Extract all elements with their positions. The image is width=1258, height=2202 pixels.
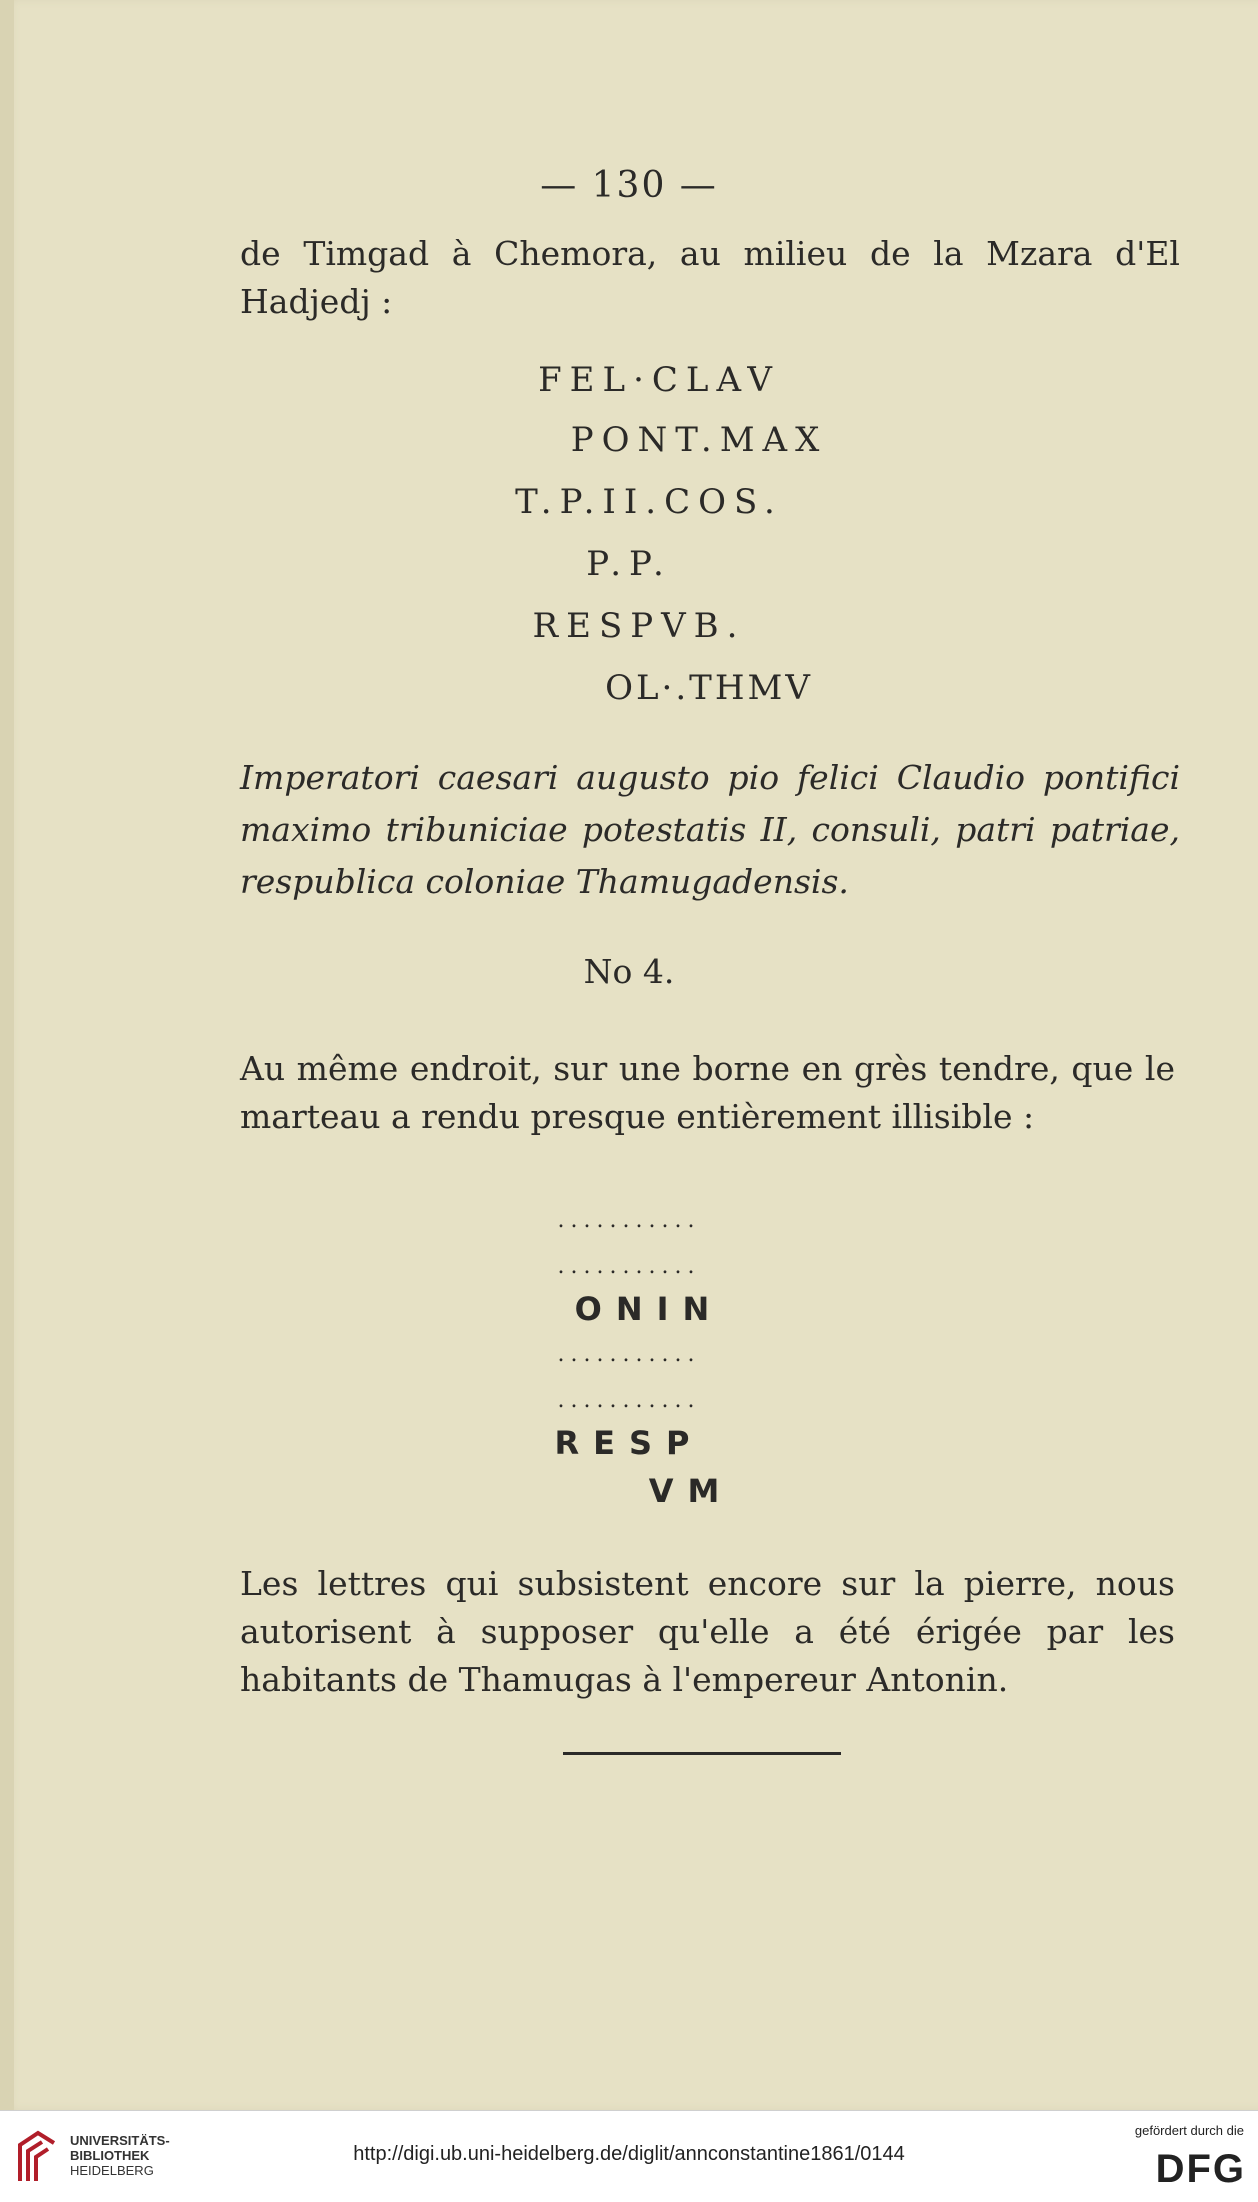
library-line: BIBLIOTHEK [70,2148,150,2163]
illegible-dots: ........... [557,1342,701,1367]
latin-translation: Imperatori caesari augusto pio felici Claudio pontifici maximo tribuniciae potestatis II, consuli, patri patriae, respublica coloniae Thamugadensis. [240,758,1180,901]
inscription-line: FEL·CLAV [538,360,780,400]
inscription-line: P.P. [586,544,672,584]
illegible-dots: ........... [557,1388,701,1413]
illegible-dots: ........... [557,1208,701,1233]
inscription-line-resp: RESP [554,1424,704,1462]
closing-paragraph: Les lettres qui subsistent encore sur la pierre, nous autorisent à supposer qu'elle a été érigée par les habitants de Thamugas à l'empereur Antonin. [240,1564,1175,1699]
inscription-line-onin: ONIN [574,1290,724,1328]
permalink-url[interactable]: http://digi.ub.uni-heidelberg.de/diglit/annconstantine1861/0144 [353,2143,905,2165]
section-heading: No 4. [583,952,675,991]
inscription-line: PONT.MAX [570,420,828,460]
inscription-line: T.P.II.COS. [515,482,783,522]
page-number: — 130 — [540,165,718,206]
inscription-line: OL·.THMV [605,668,813,708]
library-line: UNIVERSITÄTS- [70,2133,170,2148]
viewer-footer [0,2110,1258,2202]
library-line: HEIDELBERG [70,2163,154,2178]
funded-by-label: gefördert durch die [1134,2123,1244,2138]
end-rule [563,1752,841,1755]
inscription-line: RESPVB. [532,606,746,646]
paragraph-borne: Au même endroit, sur une borne en grès tendre, que le marteau a rendu presque entièrement illisible : [240,1049,1175,1136]
inscription-line-vm: VM [648,1472,734,1510]
intro-paragraph: de Timgad à Chemora, au milieu de la Mzara d'El Hadjedj : [240,234,1180,321]
illegible-dots: ........... [557,1254,701,1279]
dfg-logo: DFG [1155,2147,1246,2191]
